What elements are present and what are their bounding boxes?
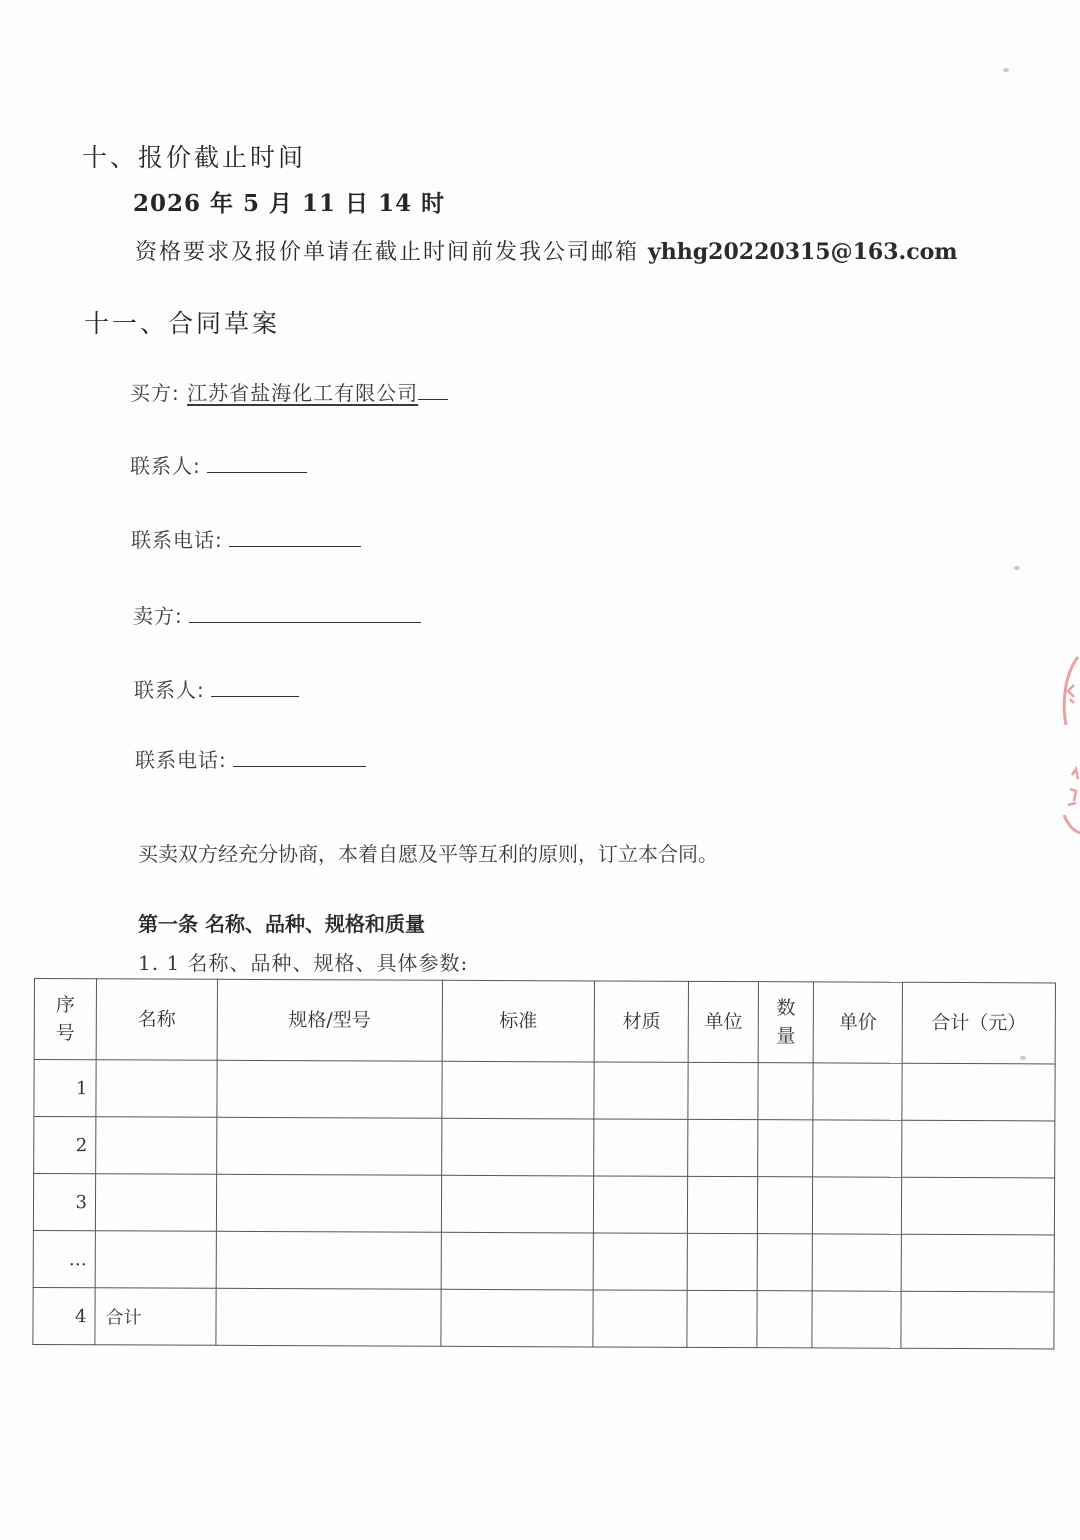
header-name: 名称	[96, 979, 217, 1061]
header-price: 单价	[813, 982, 902, 1063]
header-unit: 单位	[688, 981, 758, 1062]
cell-total[interactable]	[901, 1177, 1054, 1235]
cell-material[interactable]	[594, 1119, 688, 1176]
header-total: 合计（元）	[902, 982, 1055, 1064]
table-header-row	[34, 979, 1055, 1064]
scan-speck	[1003, 68, 1009, 72]
cell-unit[interactable]	[687, 1290, 757, 1347]
row-number: 4	[33, 1287, 95, 1344]
cell-price[interactable]	[813, 1063, 902, 1120]
buyer-contact-field	[130, 450, 307, 479]
cell-spec[interactable]	[216, 1117, 441, 1175]
cell-standard[interactable]	[440, 1289, 593, 1347]
submission-instruction	[135, 235, 958, 266]
article-1-title: 第一条 名称、品种、规格和质量	[138, 912, 425, 936]
cell-price[interactable]	[813, 1177, 902, 1234]
row-number: 1	[34, 1060, 96, 1117]
table-row	[34, 1117, 1055, 1178]
seller-contact-blank	[211, 678, 299, 697]
buyer-underline	[418, 381, 448, 400]
cell-unit[interactable]	[688, 1176, 758, 1233]
table-row	[33, 1230, 1054, 1291]
cell-spec[interactable]	[216, 1231, 441, 1289]
cell-price[interactable]	[812, 1234, 901, 1291]
cell-qty[interactable]	[758, 1177, 813, 1234]
cell-qty[interactable]	[757, 1234, 812, 1291]
cell-qty[interactable]	[757, 1291, 812, 1348]
row-number: …	[33, 1230, 95, 1287]
table-row	[33, 1174, 1054, 1235]
buyer-name: 江苏省盐海化工有限公司	[187, 381, 419, 405]
cell-name[interactable]	[96, 1060, 217, 1118]
seal-stamp-fragment	[1054, 655, 1080, 835]
section-10-title: 十、报价截止时间	[82, 143, 307, 172]
specification-table	[32, 978, 1056, 1349]
header-qty: 数量	[758, 982, 813, 1063]
scan-speck	[1020, 1056, 1026, 1060]
cell-standard[interactable]	[441, 1232, 594, 1290]
cell-unit[interactable]	[687, 1233, 757, 1290]
cell-standard[interactable]	[441, 1118, 594, 1176]
cell-total[interactable]	[901, 1291, 1054, 1349]
cell-spec[interactable]	[216, 1288, 441, 1346]
cell-material[interactable]	[593, 1290, 687, 1347]
seller-contact-label: 联系人:	[134, 678, 205, 702]
cell-price[interactable]	[812, 1291, 901, 1348]
article-1-subtitle: 1. 1 名称、品种、规格、具体参数:	[138, 951, 469, 975]
buyer-field	[130, 377, 448, 406]
cell-standard[interactable]	[441, 1175, 594, 1233]
cell-unit[interactable]	[688, 1062, 758, 1119]
seller-phone-blank	[233, 748, 366, 767]
table-total-row	[33, 1287, 1054, 1348]
header-material: 材质	[595, 981, 689, 1062]
scan-speck	[1014, 566, 1020, 570]
deadline-text: 2026 年 5 月 11 日 14 时	[133, 190, 446, 217]
table-row	[34, 1060, 1055, 1121]
cell-price[interactable]	[813, 1120, 902, 1177]
cell-name[interactable]	[95, 1231, 216, 1289]
row-number: 2	[34, 1117, 96, 1174]
buyer-phone-label: 联系电话:	[131, 528, 223, 552]
section-11-title: 十一、合同草案	[84, 309, 281, 338]
header-seq: 序号	[34, 979, 96, 1060]
seller-phone-label: 联系电话:	[135, 748, 227, 772]
buyer-phone-blank	[229, 528, 361, 547]
seller-contact-field	[134, 674, 299, 703]
cell-material[interactable]	[594, 1062, 688, 1119]
header-spec: 规格/型号	[217, 979, 442, 1061]
cell-spec[interactable]	[217, 1060, 442, 1118]
cell-qty[interactable]	[758, 1063, 813, 1120]
total-label: 合计	[95, 1288, 216, 1346]
seller-name-blank	[189, 604, 421, 623]
seller-phone-field	[135, 744, 366, 773]
buyer-contact-blank	[207, 454, 307, 473]
cell-material[interactable]	[594, 1176, 688, 1233]
cell-name[interactable]	[96, 1117, 217, 1175]
buyer-label: 买方:	[130, 381, 180, 405]
cell-standard[interactable]	[441, 1061, 594, 1119]
cell-name[interactable]	[95, 1174, 216, 1232]
header-standard: 标准	[442, 980, 595, 1062]
cell-qty[interactable]	[758, 1120, 813, 1177]
cell-total[interactable]	[901, 1234, 1054, 1292]
seller-label: 卖方:	[133, 604, 183, 628]
cell-unit[interactable]	[688, 1119, 758, 1176]
row-number: 3	[33, 1174, 95, 1231]
buyer-phone-field	[131, 524, 361, 553]
email-address: yhhg20220315@163.com	[648, 239, 958, 265]
cell-total[interactable]	[902, 1120, 1055, 1178]
cell-material[interactable]	[594, 1233, 688, 1290]
cell-spec[interactable]	[216, 1174, 441, 1232]
submission-instruction-text: 资格要求及报价单请在截止时间前发我公司邮箱	[135, 240, 648, 265]
buyer-contact-label: 联系人:	[130, 454, 201, 478]
cell-total[interactable]	[902, 1063, 1055, 1121]
contract-intro: 买卖双方经充分协商，本着自愿及平等互利的原则，订立本合同。	[138, 842, 718, 866]
seller-field	[133, 600, 421, 629]
